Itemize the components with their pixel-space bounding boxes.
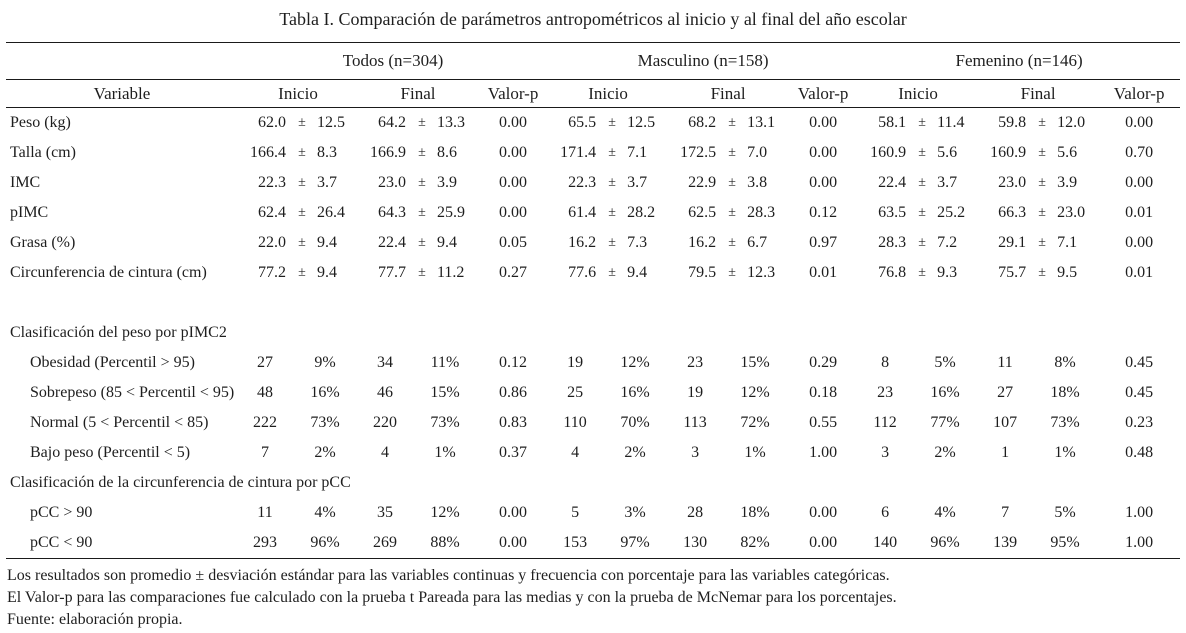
table-header	[6, 43, 1180, 108]
cell: 25.2	[937, 204, 966, 221]
cell: 96%	[292, 528, 358, 559]
cell: 0.70	[1125, 144, 1154, 161]
col-header-final: Final	[358, 80, 478, 108]
cell: 293	[238, 528, 292, 559]
cell: 1%	[434, 444, 456, 461]
cell: ±	[298, 145, 306, 160]
table-row	[6, 378, 1180, 408]
cell: 12.5	[317, 114, 345, 131]
cell: 28	[687, 504, 704, 521]
section-row	[6, 318, 1180, 348]
cell: 0.45	[1125, 384, 1154, 401]
cell: 4%	[934, 504, 956, 521]
table-row	[6, 108, 1180, 139]
cell: 2%	[934, 444, 956, 461]
cell: 88%	[412, 528, 478, 559]
cell: ±	[728, 265, 736, 280]
cell: 220	[373, 414, 397, 431]
cell: 1.00	[809, 444, 838, 461]
cell: 172.5	[680, 144, 717, 161]
cell: 0.27	[499, 264, 528, 281]
cell: 62.0	[258, 114, 286, 131]
cell: 48	[257, 384, 273, 401]
cell: 27	[257, 354, 273, 371]
cell: 68.2	[688, 114, 717, 131]
cell: 0.12	[499, 354, 528, 371]
cell: 73%	[430, 414, 460, 431]
cell: 82%	[722, 528, 788, 559]
col-header-inicio: Inicio	[858, 80, 978, 108]
cell: 62.5	[688, 204, 717, 221]
cell: 25	[567, 384, 584, 401]
cell: 59.8	[998, 114, 1027, 131]
table-row	[6, 528, 1180, 559]
cell: 23	[877, 384, 894, 401]
row-label: Grasa (%)	[10, 234, 76, 251]
cell: ±	[298, 175, 306, 190]
cell: 64.3	[378, 204, 406, 221]
cell: ±	[418, 145, 426, 160]
cell: 76.8	[878, 264, 907, 281]
cell: ±	[728, 115, 736, 130]
table-row	[6, 258, 1180, 288]
col-header-variable: Variable	[6, 80, 238, 108]
cell: 8.3	[317, 144, 337, 161]
cell: 13.3	[437, 114, 465, 131]
cell: 0.00	[1125, 114, 1154, 131]
cell: 0.01	[1125, 264, 1154, 281]
row-label: IMC	[10, 174, 41, 191]
cell: 5%	[1054, 504, 1076, 521]
cell: 12%	[740, 384, 770, 401]
cell: 96%	[912, 528, 978, 559]
cell: 2%	[624, 444, 646, 461]
col-header-inicio: Inicio	[238, 80, 358, 108]
cell: 0.00	[499, 114, 528, 131]
cell: 5	[571, 504, 580, 521]
cell: 0.00	[499, 204, 528, 221]
cell: ±	[1038, 145, 1046, 160]
cell: 0.48	[1125, 444, 1154, 461]
cell: 0.00	[788, 528, 858, 559]
cell: 3	[881, 444, 890, 461]
cell: 9%	[314, 354, 336, 371]
column-header-row	[6, 80, 1180, 108]
cell: 9.4	[317, 264, 337, 281]
cell: 7.3	[627, 234, 648, 251]
footnotes	[6, 559, 1180, 631]
cell: 0.00	[809, 144, 838, 161]
cell: 0.00	[499, 144, 528, 161]
cell: ±	[608, 265, 616, 280]
cell: 107	[993, 414, 1018, 431]
cell: 0.00	[499, 174, 528, 191]
cell: ±	[418, 235, 426, 250]
cell: 79.5	[688, 264, 717, 281]
cell: 23.0	[378, 174, 406, 191]
cell: 130	[668, 528, 722, 559]
cell: ±	[1038, 115, 1046, 130]
cell: 0.83	[499, 414, 528, 431]
cell: 1%	[1054, 444, 1076, 461]
cell: 28.3	[878, 234, 907, 251]
cell: 12.5	[627, 114, 656, 131]
table-row	[6, 348, 1180, 378]
table-row	[6, 498, 1180, 528]
cell: ±	[918, 265, 926, 280]
cell: ±	[608, 115, 616, 130]
cell: ±	[728, 175, 736, 190]
cell: 4	[381, 444, 389, 461]
spacer-cell	[6, 288, 1180, 318]
cell: ±	[918, 175, 926, 190]
cell: 22.3	[568, 174, 597, 191]
cell: 166.9	[370, 144, 406, 161]
cell: 139	[978, 528, 1032, 559]
cell: 22.0	[258, 234, 286, 251]
cell: 7.1	[627, 144, 648, 161]
col-header-inicio: Inicio	[548, 80, 668, 108]
cell: ±	[918, 115, 926, 130]
cell: 8%	[1054, 354, 1076, 371]
table-title: Tabla I. Comparación de parámetros antropométricos al inicio y al final del año escolar	[279, 9, 907, 29]
cell: 27	[997, 384, 1014, 401]
cell: 7.1	[1057, 234, 1078, 251]
cell: 34	[377, 354, 393, 371]
cell: 0.55	[809, 414, 838, 431]
cell: ±	[298, 265, 306, 280]
cell: ±	[608, 175, 616, 190]
cell: 3	[691, 444, 700, 461]
table-row	[6, 438, 1180, 468]
cell: ±	[418, 265, 426, 280]
cell: 0.00	[499, 504, 528, 521]
cell: 5.6	[937, 144, 958, 161]
cell: 16.2	[568, 234, 597, 251]
cell: 9.3	[937, 264, 958, 281]
cell: 160.9	[870, 144, 907, 161]
cell: 12.0	[1057, 114, 1086, 131]
cell: 16%	[310, 384, 340, 401]
cell: ±	[1038, 265, 1046, 280]
cell: 18%	[740, 504, 770, 521]
cell: 8.6	[437, 144, 457, 161]
row-label: Normal (5 < Percentil < 85)	[30, 414, 209, 431]
row-label: pCC > 90	[30, 504, 93, 521]
cell: 73%	[310, 414, 340, 431]
cell: ±	[728, 205, 736, 220]
cell: 7.0	[747, 144, 768, 161]
row-label: Peso (kg)	[10, 114, 71, 131]
cell: ±	[608, 145, 616, 160]
cell: 1.00	[1098, 528, 1180, 559]
cell: 9.5	[1057, 264, 1078, 281]
cell: 72%	[740, 414, 770, 431]
cell: 1.00	[1125, 504, 1154, 521]
section-label: Clasificación del peso por pIMC2	[10, 324, 227, 341]
cell: 66.3	[998, 204, 1027, 221]
cell: 160.9	[990, 144, 1027, 161]
cell: 11%	[430, 354, 460, 371]
cell: 16.2	[688, 234, 717, 251]
cell: 70%	[620, 414, 650, 431]
group-header-todos: Todos (n=304)	[238, 43, 548, 80]
cell: 11	[997, 354, 1013, 371]
cell: 15%	[740, 354, 770, 371]
section-row	[6, 468, 1180, 498]
group-header-spacer	[6, 43, 238, 80]
cell: 8	[881, 354, 890, 371]
col-header-valor-p: Valor-p	[478, 80, 548, 108]
cell: 0.00	[478, 528, 548, 559]
cell: ±	[1038, 205, 1046, 220]
cell: 0.00	[809, 174, 838, 191]
cell: 12%	[430, 504, 460, 521]
cell: 1%	[744, 444, 766, 461]
cell: ±	[608, 235, 616, 250]
cell: ±	[298, 115, 306, 130]
cell: 35	[377, 504, 393, 521]
cell: 63.5	[878, 204, 907, 221]
cell: ±	[418, 205, 426, 220]
cell: 64.2	[378, 114, 406, 131]
cell: 0.37	[499, 444, 528, 461]
cell: 3.7	[317, 174, 337, 191]
cell: 29.1	[998, 234, 1027, 251]
cell: 19	[567, 354, 584, 371]
row-label: Circunferencia de cintura (cm)	[10, 264, 207, 281]
cell: 0.12	[809, 204, 838, 221]
cell: ±	[298, 205, 306, 220]
cell: 0.01	[809, 264, 838, 281]
cell: 11.4	[937, 114, 965, 131]
anthropometric-table	[6, 42, 1180, 559]
section-label: Clasificación de la circunferencia de cintura por pCC	[10, 474, 351, 491]
cell: 77%	[930, 414, 960, 431]
cell: 16%	[620, 384, 650, 401]
cell: 3.7	[627, 174, 648, 191]
cell: 22.4	[878, 174, 907, 191]
cell: 58.1	[878, 114, 907, 131]
group-header-row	[6, 43, 1180, 80]
cell: ±	[1038, 175, 1046, 190]
cell: ±	[418, 175, 426, 190]
row-label: pCC < 90	[6, 528, 238, 559]
col-header-valor-p: Valor-p	[788, 80, 858, 108]
cell: 25.9	[437, 204, 465, 221]
cell: 7	[1001, 504, 1010, 521]
cell: 3%	[624, 504, 646, 521]
cell: 12.3	[747, 264, 776, 281]
cell: 18%	[1050, 384, 1080, 401]
table-row	[6, 228, 1180, 258]
cell: 0.00	[809, 114, 838, 131]
cell: 0.23	[1125, 414, 1154, 431]
table-body	[6, 108, 1180, 559]
cell: ±	[728, 145, 736, 160]
cell: 16%	[930, 384, 960, 401]
cell: 3.9	[1057, 174, 1078, 191]
cell: 0.97	[809, 234, 838, 251]
cell: 4%	[314, 504, 336, 521]
table-row	[6, 408, 1180, 438]
cell: 2%	[314, 444, 336, 461]
row-label: Bajo peso (Percentil < 5)	[30, 444, 191, 461]
cell: 110	[563, 414, 587, 431]
cell: 77.7	[378, 264, 406, 281]
cell: 3.7	[937, 174, 958, 191]
cell: 140	[858, 528, 912, 559]
cell: 11	[257, 504, 273, 521]
table-row	[6, 198, 1180, 228]
cell: 9.4	[627, 264, 648, 281]
cell: 0.86	[499, 384, 528, 401]
cell: 5%	[934, 354, 956, 371]
footnote-results: Los resultados son promedio ± desviación estándar para las variables continuas y frecuencia con porcentaje para las variables categóricas.	[7, 567, 890, 584]
cell: ±	[918, 205, 926, 220]
cell: ±	[418, 115, 426, 130]
cell: 0.00	[809, 504, 838, 521]
cell: 26.4	[317, 204, 345, 221]
cell: 95%	[1032, 528, 1098, 559]
row-label: Talla (cm)	[10, 144, 76, 161]
cell: 9.4	[437, 234, 457, 251]
cell: 7.2	[937, 234, 958, 251]
col-header-final: Final	[668, 80, 788, 108]
row-label: Sobrepeso (85 < Percentil < 95)	[30, 384, 235, 401]
cell: ±	[298, 235, 306, 250]
cell: 97%	[602, 528, 668, 559]
spacer-row	[6, 288, 1180, 318]
table-row	[6, 138, 1180, 168]
cell: 0.01	[1125, 204, 1154, 221]
cell: 222	[253, 414, 277, 431]
cell: 153	[548, 528, 602, 559]
cell: 73%	[1050, 414, 1080, 431]
cell: 171.4	[560, 144, 597, 161]
cell: ±	[918, 235, 926, 250]
cell: 3.9	[437, 174, 457, 191]
cell: 22.4	[378, 234, 406, 251]
cell: ±	[918, 145, 926, 160]
footnote-source: Fuente: elaboración propia.	[7, 611, 183, 628]
group-header-masculino: Masculino (n=158)	[548, 43, 858, 80]
cell: ±	[728, 235, 736, 250]
table-row	[6, 168, 1180, 198]
cell: 7	[261, 444, 269, 461]
cell: 65.5	[568, 114, 597, 131]
cell: 77.2	[258, 264, 286, 281]
cell: 0.29	[809, 354, 838, 371]
cell: 0.18	[809, 384, 838, 401]
cell: 19	[687, 384, 704, 401]
cell: 112	[873, 414, 897, 431]
cell: 6.7	[747, 234, 768, 251]
cell: 5.6	[1057, 144, 1078, 161]
cell: 3.8	[747, 174, 768, 191]
cell: 0.05	[499, 234, 528, 251]
cell: 1	[1001, 444, 1010, 461]
row-label: pIMC	[10, 204, 49, 221]
cell: 0.00	[1125, 234, 1154, 251]
cell: 62.4	[258, 204, 286, 221]
cell: 9.4	[317, 234, 337, 251]
cell: 46	[377, 384, 393, 401]
row-label: Obesidad (Percentil > 95)	[30, 354, 195, 371]
cell: 23.0	[998, 174, 1027, 191]
cell: 77.6	[568, 264, 597, 281]
cell: 28.2	[627, 204, 656, 221]
cell: 12%	[620, 354, 650, 371]
cell: 22.9	[688, 174, 717, 191]
group-header-femenino: Femenino (n=146)	[858, 43, 1180, 80]
footnote-valor-p: El Valor-p para las comparaciones fue calculado con la prueba t Pareada para las medias y con la prueba de McNemar para los porcentajes.	[7, 589, 897, 606]
cell: 23	[687, 354, 704, 371]
cell: 15%	[430, 384, 460, 401]
cell: 0.45	[1125, 354, 1154, 371]
col-header-final: Final	[978, 80, 1098, 108]
cell: 11.2	[437, 264, 465, 281]
cell: 28.3	[747, 204, 776, 221]
cell: 23.0	[1057, 204, 1086, 221]
cell: ±	[608, 205, 616, 220]
cell: 61.4	[568, 204, 597, 221]
cell: 0.00	[1125, 174, 1154, 191]
cell: 4	[571, 444, 580, 461]
col-header-valor-p: Valor-p	[1098, 80, 1180, 108]
cell: 113	[683, 414, 707, 431]
cell: ±	[1038, 235, 1046, 250]
cell: 22.3	[258, 174, 286, 191]
cell: 6	[881, 504, 890, 521]
cell: 269	[358, 528, 412, 559]
cell: 75.7	[998, 264, 1027, 281]
cell: 13.1	[747, 114, 776, 131]
cell: 166.4	[250, 144, 286, 161]
